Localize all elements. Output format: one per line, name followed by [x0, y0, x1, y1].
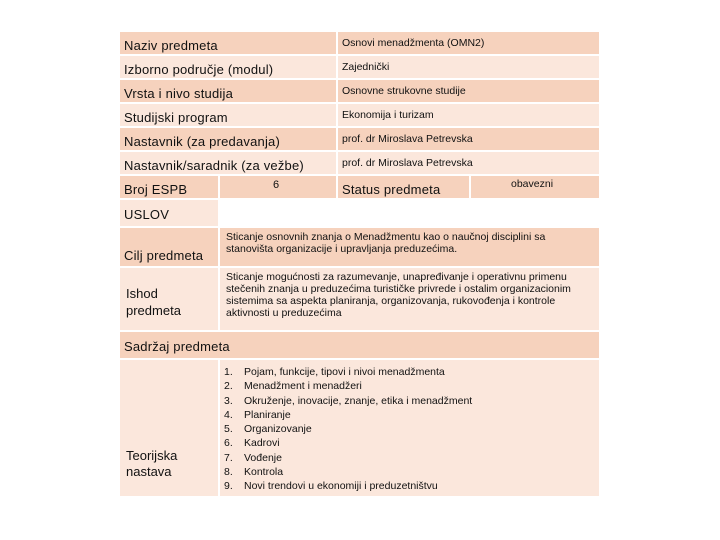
value-ishod-predmeta: Sticanje mogućnosti za razumevanje, unapređivanje i operativnu primenu stečenih znanja u preduzećima turističke privrede i ostalim organizacionim sistemima sa aspekta planiranja, organizovanja, rukovođenja i kontrole aktivnosti u preduzećima: [220, 268, 599, 330]
value-naziv-predmeta: Osnovi menadžmenta (OMN2): [338, 32, 599, 54]
value-nastavnik-predavanja: prof. dr Miroslava Petrevska: [338, 128, 599, 150]
label-nastavnik-predavanja: Nastavnik (za predavanja): [120, 128, 336, 150]
label-ishod-line2: predmeta: [126, 303, 181, 318]
list-item: [224, 379, 599, 393]
topic-text: Vođenje: [244, 451, 282, 464]
label-studijski-program: Studijski program: [120, 104, 336, 126]
topic-text: Menadžment i menadžeri: [244, 380, 362, 393]
label-izborno-podrucje: Izborno područje (modul): [120, 56, 336, 78]
label-ishod-predmeta: [120, 268, 218, 330]
list-item: [224, 436, 599, 450]
topic-text: Planiranje: [244, 408, 291, 421]
topic-text: Okruženje, inovacije, znanje, etika i menadžment: [244, 394, 473, 407]
value-status-predmeta: obavezni: [471, 176, 599, 198]
list-item: [224, 479, 599, 493]
label-nastavnik-vezbe: Nastavnik/saradnik (za vežbe): [120, 152, 336, 174]
topic-text: Kadrovi: [244, 437, 280, 450]
value-izborno-podrucje: Zajednički: [338, 56, 599, 78]
list-item: [224, 422, 599, 436]
topic-number: 1.: [224, 366, 233, 378]
label-teorijska-line2: nastava: [126, 464, 172, 479]
label-sadrzaj-predmeta: Sadržaj predmeta: [120, 332, 599, 358]
label-broj-espb: Broj ESPB: [120, 176, 218, 198]
topic-text: Novi trendovi u ekonomiji i preduzetništvu: [244, 480, 438, 493]
label-status-predmeta: Status predmeta: [338, 176, 469, 198]
label-teorijska-line1: Teorijska: [126, 448, 178, 463]
list-item: [224, 394, 599, 408]
topic-number: 7.: [224, 451, 233, 464]
topic-text: Organizovanje: [244, 423, 312, 436]
label-naziv-predmeta: Naziv predmeta: [120, 32, 336, 54]
value-cilj-predmeta: Sticanje osnovnih znanja o Menadžmentu kao o naučnoj disciplini sa stanovišta organizacije i upravljanja preduzećima.: [220, 228, 599, 266]
topic-number: 8.: [224, 466, 233, 479]
label-cilj-predmeta: Cilj predmeta: [120, 228, 218, 266]
topic-list: [224, 365, 599, 494]
value-broj-espb: 6: [220, 176, 336, 198]
topic-number: 9.: [224, 480, 233, 493]
label-teorijska-nastava: [120, 360, 218, 496]
topic-number: 6.: [224, 437, 233, 450]
topic-text: Kontrola: [244, 466, 284, 479]
topic-number: 2.: [224, 380, 233, 393]
label-ishod-line1: Ishod: [126, 286, 158, 301]
topic-number: 4.: [224, 408, 233, 421]
value-uslov: [220, 200, 599, 226]
value-vrsta-nivo: Osnovne strukovne studije: [338, 80, 599, 102]
label-uslov: USLOV: [120, 200, 218, 226]
topic-number: 5.: [224, 423, 233, 436]
list-item: [224, 465, 599, 479]
list-item: [224, 451, 599, 465]
list-item: [224, 408, 599, 422]
label-vrsta-nivo: Vrsta i nivo studija: [120, 80, 336, 102]
value-nastavnik-vezbe: prof. dr Miroslava Petrevska: [338, 152, 599, 174]
topic-text: Pojam, funkcije, tipovi i nivoi menadžmenta: [244, 366, 445, 378]
value-teorijska-nastava: [220, 360, 599, 496]
topic-number: 3.: [224, 394, 233, 407]
list-item: [224, 365, 599, 379]
value-studijski-program: Ekonomija i turizam: [338, 104, 599, 126]
